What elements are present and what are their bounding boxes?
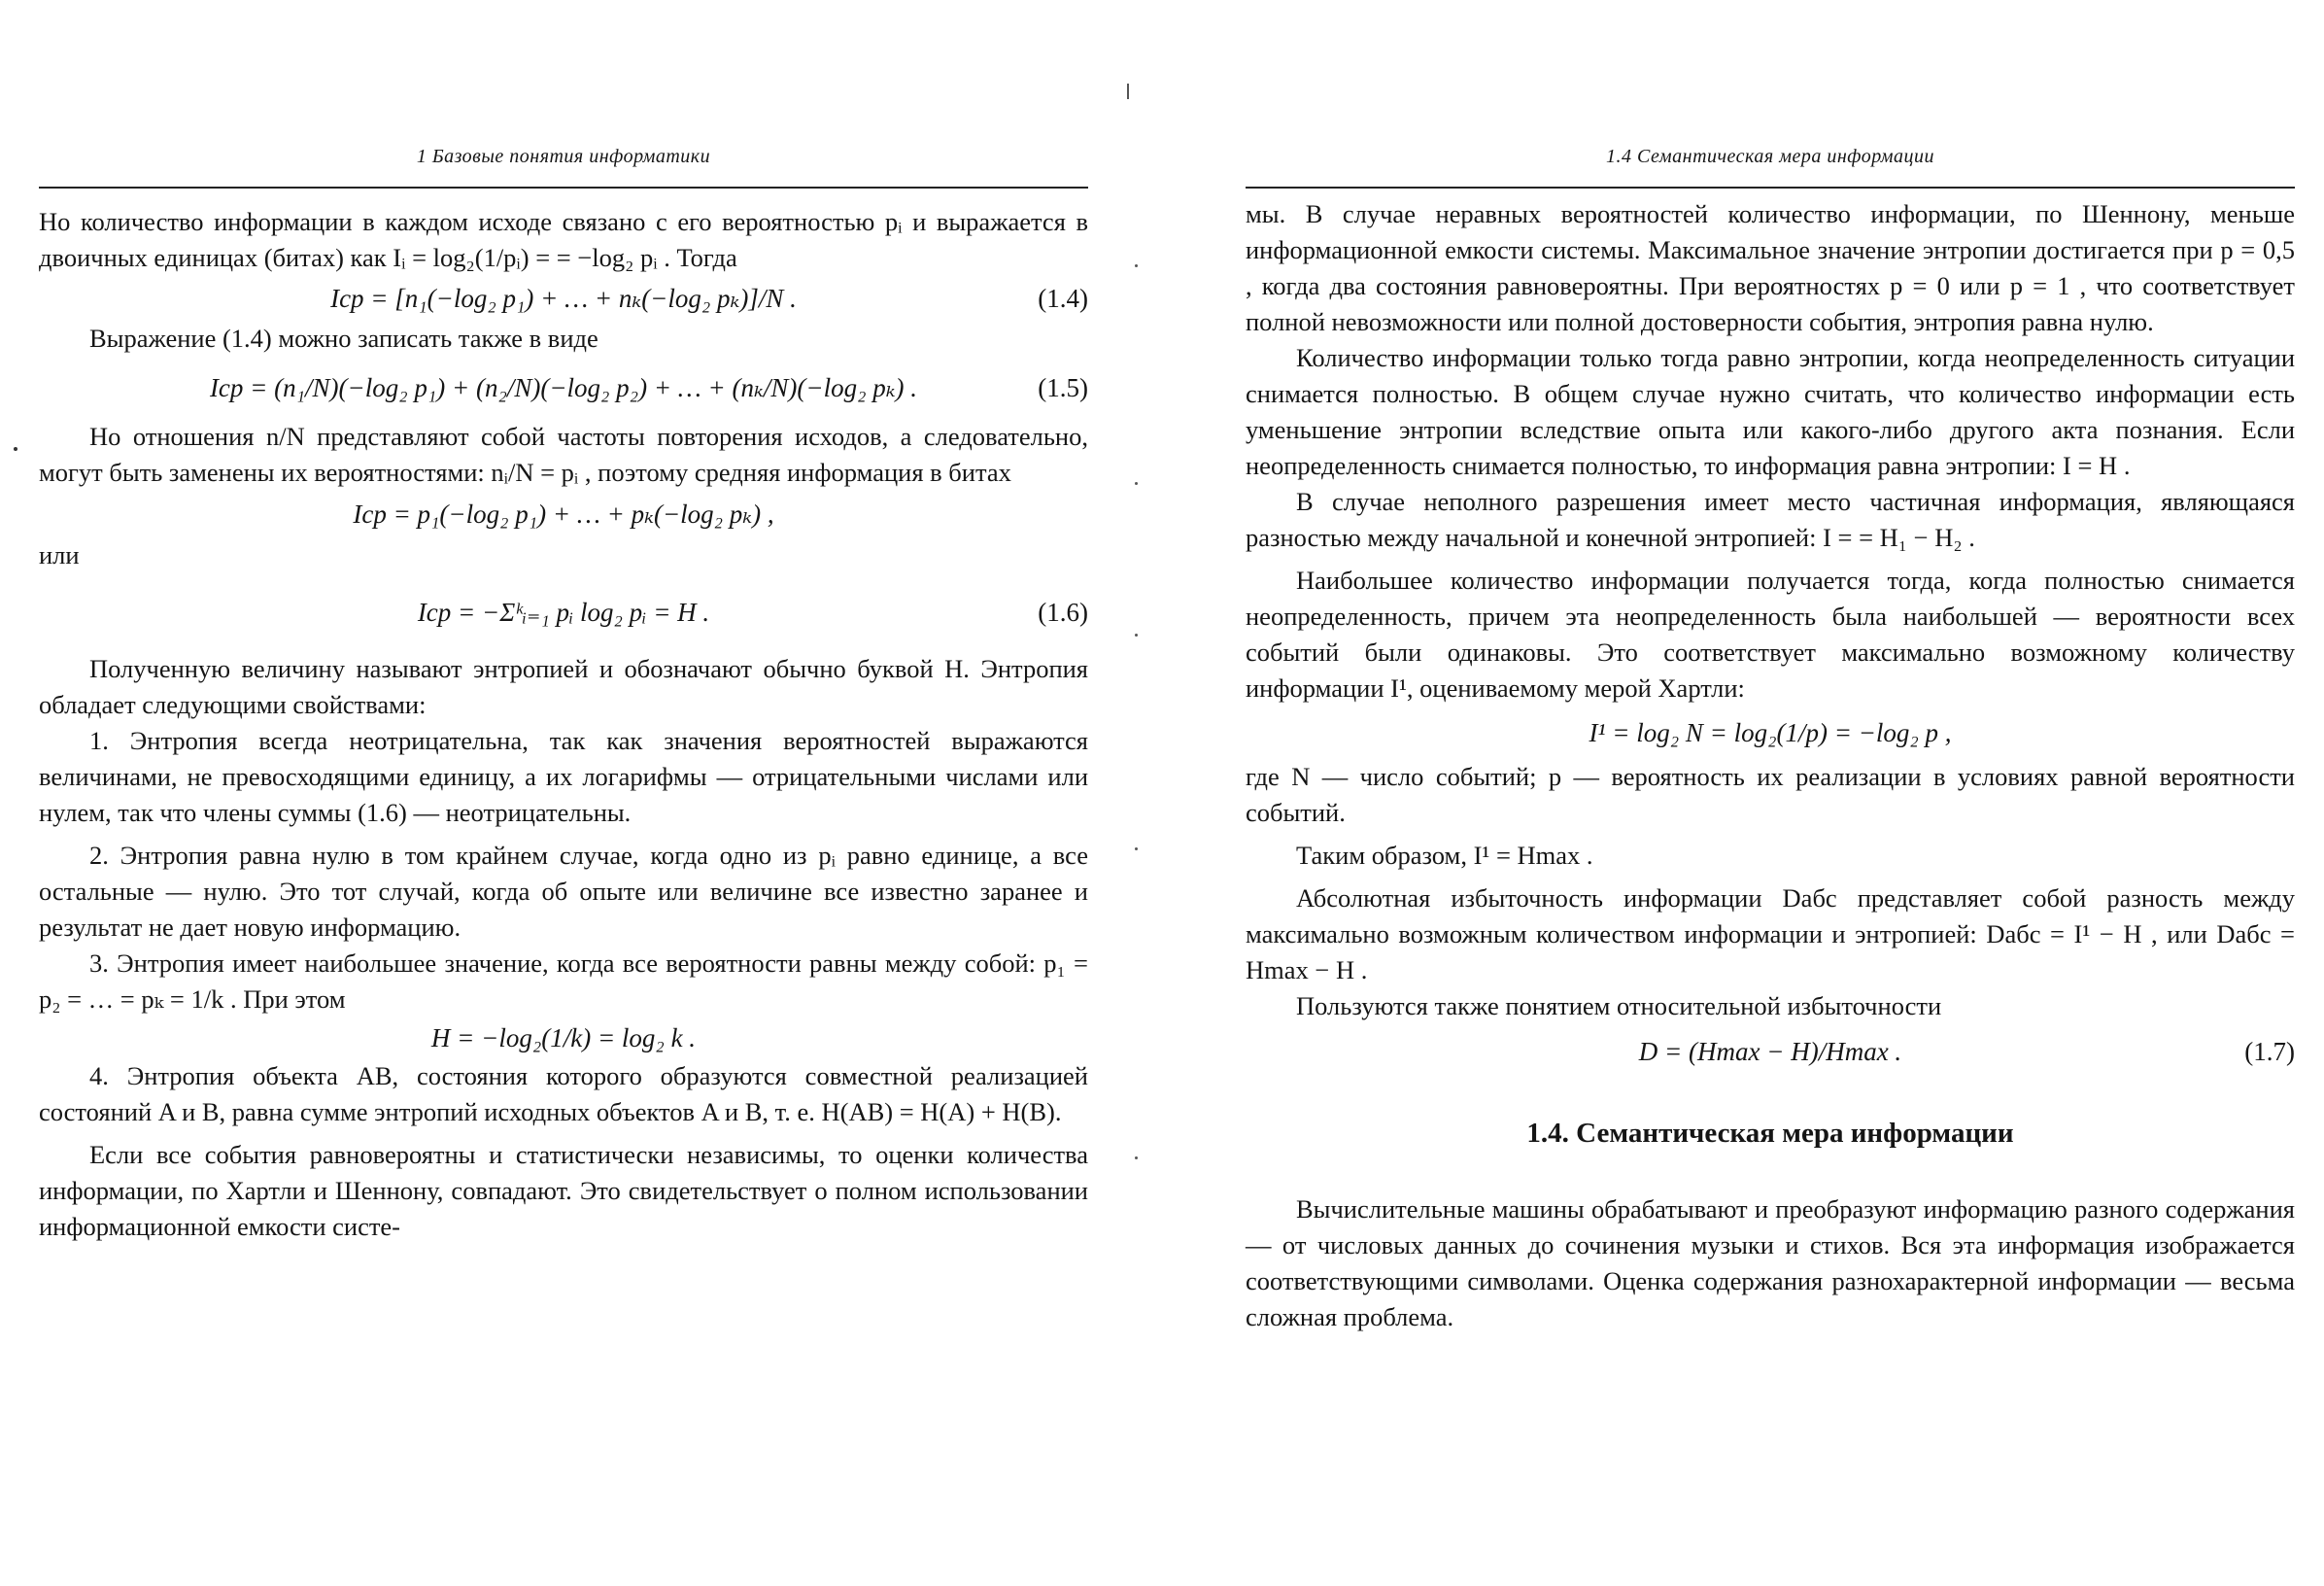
right-page xyxy=(1246,0,2324,1586)
property-item: 3. Энтропия имеет наибольшее значение, когда все вероятности равны между собой: p₁ = p₂ = … = pₖ = 1/k . При этом xyxy=(39,948,1088,1014)
equation-1-6 xyxy=(39,573,1088,651)
spine-mark xyxy=(1135,482,1138,485)
equation-number: (1.6) xyxy=(1038,598,1088,627)
equation-text: Iср = [n₁(−log₂ p₁) + … + nₖ(−log₂ pₖ)]/N . xyxy=(330,284,797,313)
spine-mark xyxy=(1135,634,1138,637)
property-item: 4. Энтропия объекта AB, состояния которого образуются совместной реализацией состояний A и B, равна сумме энтропий исходных объектов A и B, т. е. H(AB) = H(A) + H(B). xyxy=(39,1061,1088,1126)
right-running-head: 1.4 Семантическая мера информации xyxy=(1606,146,1934,167)
left-head-rule xyxy=(39,187,1088,189)
left-page xyxy=(39,0,1117,1586)
paragraph: Вычислительные машины обрабатывают и преобразуют информацию разного содержания — от числовых данных до сочинения музыки и стихов. Вся эта информация изображается соответствующими символами. Оценка содержания разнохарактерной информации — весьма сложная проблема. xyxy=(1246,1194,2295,1331)
equation-text: D = (Hmax − H)/Hmax . xyxy=(1638,1037,1902,1066)
equation-1-5 xyxy=(39,357,1088,419)
equation-1-4 xyxy=(39,276,1088,321)
equation-text: Iср = p₁(−log₂ p₁) + … + pₖ(−log₂ pₖ) , xyxy=(353,500,774,529)
equation-text: Iср = −Σᵏᵢ₌₁ pᵢ log₂ pᵢ = H . xyxy=(417,598,710,627)
paragraph: Но отношения n/N представляют собой частоты повторения исходов, а следовательно, могут быть заменены их вероятностями: nᵢ/N = pᵢ , поэтому средняя информация в битах xyxy=(39,422,1088,487)
spine-mark xyxy=(1127,84,1129,99)
paragraph: Пользуются также понятием относительной избыточности xyxy=(1296,991,1942,1020)
left-page-body xyxy=(39,204,1088,1245)
equation-number: (1.5) xyxy=(1038,373,1088,402)
equation-number: (1.4) xyxy=(1038,284,1088,313)
spine-mark xyxy=(1135,847,1138,850)
equation-max-entropy xyxy=(39,1017,1088,1058)
paragraph: Наибольшее количество информации получается тогда, когда полностью снимается неопределенность, причем эта неопределенность была наибольшей — вероятности всех событий были одинаковы. Это соответствует максимально возможному количеству информации I¹, оцениваемому мерой Хартли: xyxy=(1246,566,2295,703)
equation-average-information xyxy=(39,491,1088,537)
property-item: 2. Энтропия равна нулю в том крайнем случае, когда одно из pᵢ равно единице, а все остальные — нулю. Это тот случай, когда об опыте или величине все известно заранее и результат не дает новую информацию. xyxy=(39,841,1088,942)
right-page-body xyxy=(1246,196,2295,1335)
paragraph: В случае неполного разрешения имеет место частичная информация, являющаяся разностью между начальной и конечной энтропией: I = = H₁ − H₂ . xyxy=(1246,487,2295,552)
section-heading: 1.4. Семантическая мера информации xyxy=(1526,1118,2014,1149)
spine-mark xyxy=(1135,264,1138,267)
left-running-head: 1 Базовые понятия информатики xyxy=(416,146,711,167)
paragraph: Таким образом, I¹ = Hmax . xyxy=(1296,841,1593,870)
paragraph: Если все события равновероятны и статистически независимы, то оценки количества информации, по Хартли и Шеннону, совпадают. Это свидетельствует о полном использовании информационной емкости систе- xyxy=(39,1140,1088,1241)
right-head-rule xyxy=(1246,187,2295,189)
property-item: 1. Энтропия всегда неотрицательна, так как значения вероятностей выражаются величинами, не превосходящими единицу, а их логарифмы — отрицательными числами или нулем, так что члены суммы (1.6) — неотрицательны. xyxy=(39,726,1088,827)
paragraph: мы. В случае неравных вероятностей количество информации, по Шеннону, меньше информационной емкости системы. Максимальное значение энтропии достигается при p = 0,5 , когда два состояния равновероятны. При вероятностях p = 0 или p = 1 , что соответствует полной невозможности или полной достоверности события, энтропия равна нулю. xyxy=(1246,199,2295,336)
paragraph: Абсолютная избыточность информации Dабс представляет собой разность между максимально возможным количеством информации и энтропией: Dабс = I¹ − H , или Dабс = Hmax − H . xyxy=(1246,883,2295,984)
paragraph: или xyxy=(39,540,80,569)
paragraph: Выражение (1.4) можно записать также в виде xyxy=(89,324,598,353)
scan-speck xyxy=(14,447,17,451)
paragraph: Но количество информации в каждом исходе связано с его вероятностью pᵢ и выражается в двоичных единицах (битах) как Iᵢ = log₂(1/pᵢ) = = −log₂ pᵢ . Тогда xyxy=(39,207,1088,272)
equation-text: Iср = (n₁/N)(−log₂ p₁) + (n₂/N)(−log₂ p₂) + … + (nₖ/N)(−log₂ pₖ) . xyxy=(209,373,918,402)
equation-text: H = −log₂(1/k) = log₂ k . xyxy=(430,1023,697,1052)
equation-number: (1.7) xyxy=(2244,1037,2295,1066)
paragraph: Полученную величину называют энтропией и обозначают обычно буквой H. Энтропия обладает следующими свойствами: xyxy=(39,654,1088,719)
equation-text: I¹ = log₂ N = log₂(1/p) = −log₂ p , xyxy=(1589,718,1952,747)
paragraph: Количество информации только тогда равно энтропии, когда неопределенность ситуации снимается полностью. В общем случае нужно считать, что количество информации есть уменьшение энтропии вследствие опыта или какого-либо другого акта познания. Если неопределенность снимается полностью, то информация равна энтропии: I = H . xyxy=(1246,343,2295,480)
paragraph: где N — число событий; p — вероятность их реализации в условиях равной вероятности событий. xyxy=(1246,762,2295,827)
equation-hartley xyxy=(1246,707,2295,759)
equation-1-7 xyxy=(1246,1024,2295,1079)
spine-mark xyxy=(1135,1156,1138,1159)
